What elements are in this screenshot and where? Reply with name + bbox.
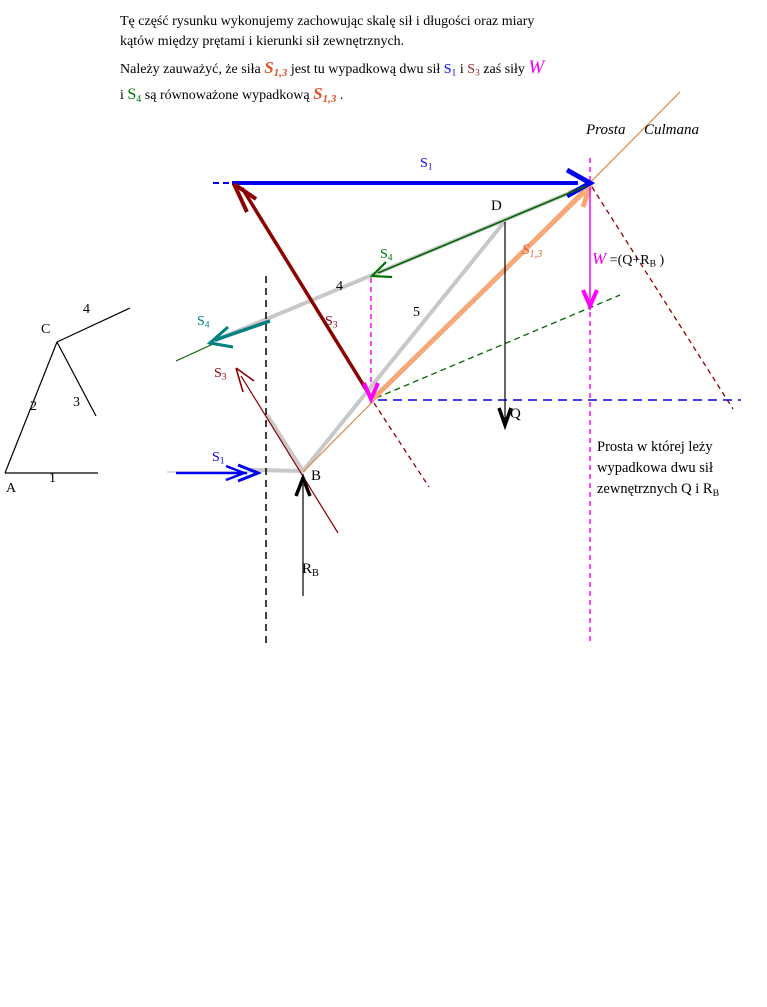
gray-aux-lines (167, 186, 586, 472)
aux-line-5 (303, 221, 505, 471)
s13-inline-symbol: S1,3 (264, 58, 288, 80)
s1-label-top: S1 (420, 156, 433, 173)
s13-label: S1,3 (522, 242, 543, 260)
culmann-line-caption-word2: Culmana (644, 122, 700, 138)
note-paragraph-1 (120, 57, 544, 79)
s4-direction-tail (176, 344, 213, 361)
s1-label-at-b: S1 (212, 450, 225, 467)
s4-inline-symbol: S4 (127, 86, 142, 105)
truss-member-2-label: 2 (30, 399, 37, 414)
w-inline-symbol: W (528, 57, 545, 78)
maroon-dashed-from-pole (374, 403, 429, 487)
truss-member-3-label: 3 (73, 395, 80, 410)
point-d-label: D (491, 198, 502, 214)
s3-polygon-arrow-shaft (242, 188, 372, 399)
w-equation-sub: B (649, 259, 656, 270)
s13-resultant-arrow-shaft (373, 191, 585, 399)
aux-line-member3-at-B (267, 415, 303, 471)
s4-label-teal: S4 (197, 314, 210, 331)
intro-paragraph-line2: kątów między prętami i kierunki sił zewnętrznych. (120, 34, 405, 49)
s4-label-green: S4 (380, 247, 393, 264)
s3-inline-symbol: S3 (467, 62, 480, 79)
resultant-note-line2: wypadkowa dwu sił (597, 460, 713, 476)
s3-at-b-shaft (241, 376, 338, 533)
s3-label-at-b: S3 (214, 366, 227, 383)
truss-node-c-label: C (41, 322, 51, 337)
w-equation-label (592, 250, 664, 270)
w-equation-mid: =(Q+R (606, 253, 650, 268)
external-forces-group (296, 222, 511, 596)
w-equation-close: ) (655, 253, 665, 268)
note-text-3: i (456, 62, 468, 77)
aux-line-4-label: 4 (336, 279, 343, 294)
truss-member-1-label: 1 (49, 471, 56, 486)
note-paragraph-2 (120, 84, 343, 105)
s1-force-group (176, 170, 591, 481)
note-text-4: zaś siły (479, 62, 529, 77)
culmann-line-caption-word1: Prosta (586, 122, 626, 138)
s13-inline-symbol-2: S1,3 (313, 84, 337, 106)
intro-paragraph-line1: Tę część rysunku wykonujemy zachowując skalę sił i długości oraz miary (120, 14, 535, 29)
s3-label-on-line: S3 (325, 314, 338, 331)
truss-member-4-label: 4 (83, 302, 90, 317)
note2-text-1: i (120, 88, 128, 103)
q-force-label: Q (510, 406, 521, 422)
resultant-line-note (597, 437, 719, 504)
w-symbol: W (592, 249, 607, 268)
point-b-label: B (311, 468, 322, 484)
resultant-note-line1: Prosta w której leży (597, 439, 713, 455)
maroon-dashed-from-top (592, 187, 733, 409)
note-text-2: jest tu wypadkową dwu sił (287, 62, 444, 77)
aux-line-5-label: 5 (413, 305, 420, 320)
s4-polygon-line (378, 186, 586, 273)
aux-line-member1-at-B (251, 470, 303, 471)
rb-force-label: RB (302, 561, 319, 579)
truss-node-a-label: A (6, 481, 17, 496)
truss-member-4 (57, 308, 130, 342)
truss-sketch (5, 308, 130, 473)
s1-inline-symbol: S1 (443, 62, 457, 79)
note-text-1: Należy zauważyć, że siła (120, 62, 265, 77)
note2-text-2: są równoważone wypadkową (141, 88, 314, 103)
note2-text-3: . (336, 88, 344, 103)
resultant-note-line3: zewnętrznych Q i RB (597, 481, 720, 499)
